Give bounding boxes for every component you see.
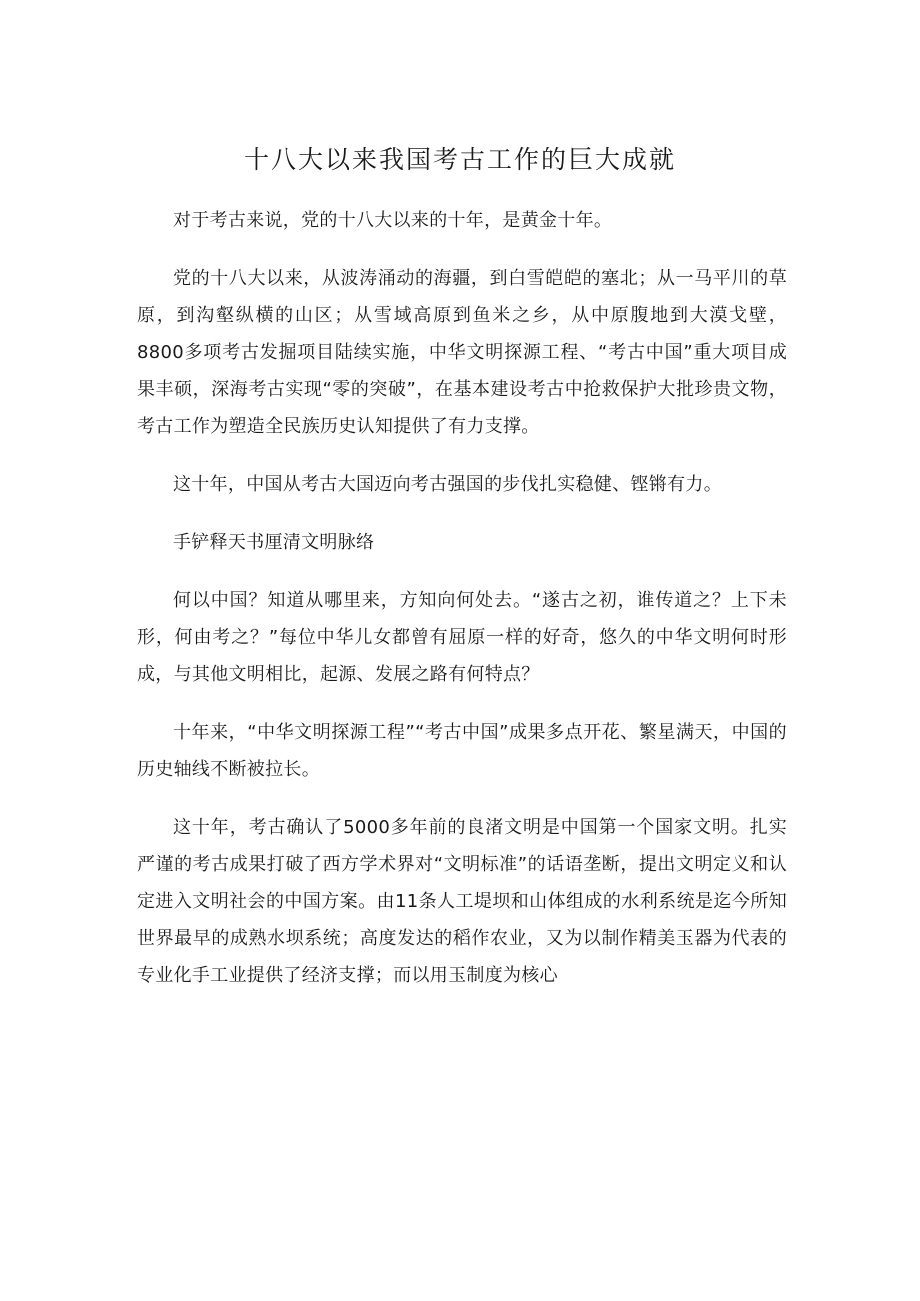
section-heading: 手铲释天书厘清文明脉络 [173, 532, 375, 553]
paragraph-question: 何以中国？知道从哪里来，方知向何处去。“遂古之初，谁传道之？上下未形，何由考之？”每位中华儿女都曾有屈原一样的好奇，悠久的中华文明何时形成，与其他文明相比，起源、发展之路有何特点？ [137, 590, 787, 685]
document-body [137, 202, 787, 1015]
paragraph-intro: 对于考古来说，党的十八大以来的十年，是黄金十年。 [173, 210, 613, 231]
paragraph-decade: 这十年，中国从考古大国迈向考古强国的步伐扎实稳健、铿锵有力。 [173, 474, 722, 495]
document-title: 十八大以来我国考古工作的巨大成就 [243, 145, 676, 174]
paragraph-liangzhu: 这十年，考古确认了5000多年前的良渚文明是中国第一个国家文明。扎实严谨的考古成果打破了西方学术界对“文明标准”的话语垄断，提出文明定义和认定进入文明社会的中国方案。由11条人工堤坝和山体组成的水利系统是迄今所知世界最早的成熟水坝系统；高度发达的稻作农业，又为以制作精美玉器为代表的专业化手工业提供了经济支撑；而以用玉制度为核心 [137, 817, 787, 986]
paragraph-achievements: 党的十八大以来，从波涛涌动的海疆，到白雪皑皑的塞北；从一马平川的草原，到沟壑纵横的山区；从雪域高原到鱼米之乡，从中原腹地到大漠戈壁，8800多项考古发掘项目陆续实施，中华文明探源工程、“考古中国”重大项目成果丰硕，深海考古实现“零的突破”，在基本建设考古中抢救保护大批珍贵文物，考古工作为塑造全民族历史认知提供了有力支撑。 [137, 268, 787, 437]
paragraph-results: 十年来，“中华文明探源工程”“考古中国”成果多点开花、繁星满天，中国的历史轴线不断被拉长。 [137, 722, 787, 780]
